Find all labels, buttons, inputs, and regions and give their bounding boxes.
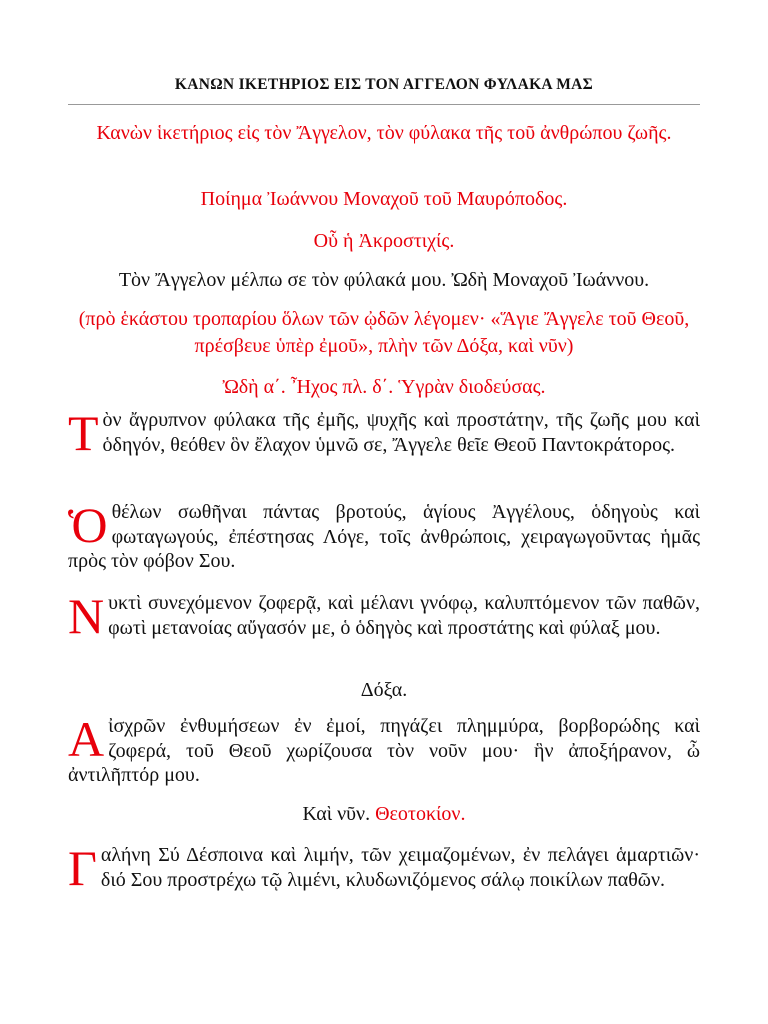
- canon-title: Κανὼν ἱκετήριος εἰς τὸν Ἄγγελον, τὸν φύλακα τῆς τοῦ ἀνθρώπου ζωῆς.: [96, 122, 672, 144]
- troparion-text: ὸν ἄγρυπνον φύλακα τῆς ἐμῆς, ψυχῆς καὶ προστάτην, τῆς ζωῆς μου καὶ ὁδηγόν, θεόθεν ὃν ἔλαχον ὑμνῶ σε, Ἄγγελε θεῖε Θεοῦ Παντοκράτορος.: [102, 409, 700, 456]
- kai-nyn-label: Καὶ νῦν.: [302, 803, 371, 825]
- acrostic-heading-block: [68, 228, 700, 255]
- troparion-text: υκτὶ συνεχόμενον ζοφερᾷ, καὶ μέλανι γνόφῳ, καλυπτόμενον τῶν παθῶν, φωτὶ μετανοίας αὔγασόν με, ὁ ὁδηγὸς καὶ προστάτης καὶ φύλαξ μου.: [108, 592, 700, 639]
- acrostic-heading: Οὗ ἡ Ἀκροστιχίς.: [313, 230, 455, 252]
- troparion-1: [68, 405, 700, 461]
- troparion-3: [68, 588, 700, 644]
- acrostic-text: Τὸν Ἄγγελον μέλπω σε τὸν φύλακά μου. Ὠδὴ Μοναχοῦ Ἰωάννου.: [118, 269, 650, 291]
- theotokion-label: Θεοτοκίον.: [375, 803, 466, 825]
- ode-heading: Ὠδὴ α΄. Ἦχος πλ. δ΄. Ὑγρὰν διοδεύσας.: [222, 376, 546, 398]
- instruction-text: (πρὸ ἑκάστου τροπαρίου ὅλων τῶν ᾠδῶν λέγομεν· «Ἅγιε Ἄγγελε τοῦ Θεοῦ, πρέσβευε ὑπὲρ ἐμοῦ», πλὴν τῶν Δόξα, καὶ νῦν): [78, 308, 690, 357]
- doxa-label: Δόξα.: [360, 679, 408, 701]
- ode-heading-block: [68, 374, 700, 401]
- drop-cap: Γ: [68, 840, 97, 896]
- author-line-block: [68, 186, 700, 213]
- intro-title: [68, 120, 700, 147]
- page-title: ΚΑΝΩΝ ΙΚΕΤΗΡΙΟΣ ΕΙΣ ΤΟΝ ΑΓΓΕΛΟΝ ΦΥΛΑΚΑ ΜΑΣ: [174, 76, 594, 93]
- kai-nyn-block: [68, 801, 700, 828]
- instruction-block: [68, 306, 700, 360]
- doxa-troparion: [68, 711, 700, 788]
- troparion-text: θέλων σωθῆναι πάντας βροτούς, ἁγίους Ἀγγέλους, ὁδηγοὺς καὶ φωταγωγούς, ἐπέστησας Λόγε, τοῖς ἀνθρώποις, χειραγωγοῦντας ἡμᾶς πρὸς τὸν φόβον Σου.: [68, 501, 700, 572]
- troparion-text: ἰσχρῶν ἐνθυμήσεων ἐν ἐμοί, πηγάζει πλημμύρα, βορβορώδης καὶ ζοφερά, τοῦ Θεοῦ χωρίζουσα τὸν νοῦν μου· ἣν ἀποξήρανον, ὦ ἀντιλῆπτόρ μου.: [68, 715, 700, 786]
- author-line: Ποίημα Ἰωάννου Μοναχοῦ τοῦ Μαυρόποδος.: [200, 188, 568, 210]
- theotokion-troparion: [68, 840, 700, 896]
- troparion-2: [68, 497, 700, 574]
- kai-nyn-line: [68, 801, 700, 828]
- drop-cap: Ν: [68, 588, 105, 644]
- drop-cap: Ὁ: [68, 497, 108, 553]
- troparion-text: αλήνη Σύ Δέσποινα καὶ λιμήν, τῶν χειμαζομένων, ἐν πελάγει ἁμαρτιῶν· διό Σου προστρέχω τῷ λιμένι, κλυδωνιζόμενος σάλῳ ποικίλων παθῶν.: [100, 844, 700, 891]
- doxa-block: [68, 677, 700, 704]
- acrostic-block: [68, 267, 700, 294]
- drop-cap: Τ: [68, 405, 99, 461]
- drop-cap: Α: [68, 711, 105, 767]
- title-divider: [68, 104, 700, 105]
